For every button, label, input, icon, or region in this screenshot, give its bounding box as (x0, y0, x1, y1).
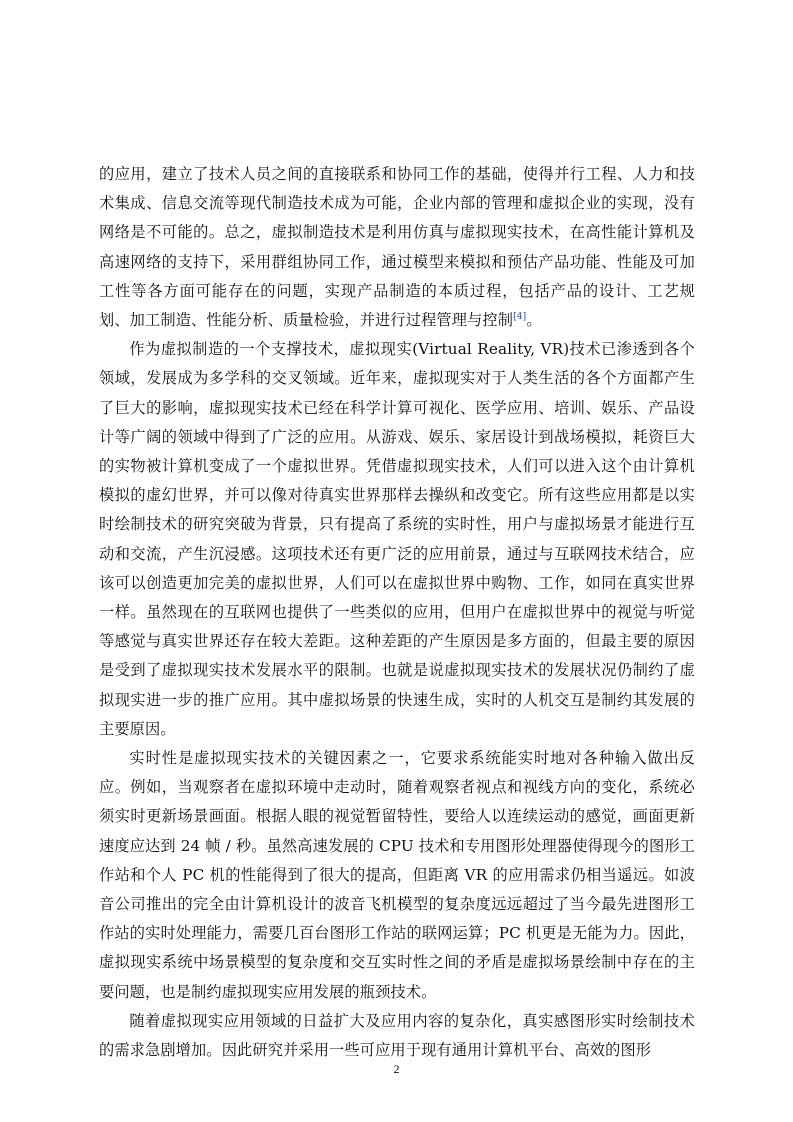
paragraph-realtime: 实时性是虚拟现实技术的关键因素之一，它要求系统能实时地对各种输入做出反应。例如，当观察者在虚拟环境中走动时，随着观察者视点和视线方向的变化，系统必须实时更新场景画面。根据人眼的视觉暂留特性，要给人以连续运动的感觉，画面更新速度应达到 24 帧 / 秒。虽然高速发展的 CPU 技术和专用图形处理器使得现今的图形工作站和个人 PC 机的性能得到了很大的提高，但距离 VR 的应用需求仍相当遥远。如波音公司推出的完全由计算机设计的波音飞机模型的复杂度远远超过了当今最先进图形工作站的实时处理能力，需要几百台图形工作站的联网运算；PC 机更是无能为力。因此，虚拟现实系统中场景模型的复杂度和交互实时性之间的矛盾是虚拟场景绘制中存在的主要问题，也是制约虚拟现实应用发展的瓶颈技术。 (99, 749, 695, 1001)
paragraph-continuation (99, 160, 695, 335)
page-number: 2 (393, 1062, 400, 1076)
citation-ref[interactable]: [4] (513, 311, 527, 322)
page-body (99, 160, 695, 1065)
paragraph-rendering-demand: 随着虚拟现实应用领域的日益扩大及应用内容的复杂化，真实感图形实时绘制技术的需求急剧增加。因此研究并采用一些可应用于现有通用计算机平台、高效的图形 (99, 1011, 695, 1060)
paragraph-tail: 。 (526, 311, 542, 330)
paragraph-text: 的应用，建立了技术人员之间的直接联系和协同工作的基础，使得并行工程、人力和技术集成、信息交流等现代制造技术成为可能，企业内部的管理和虚拟企业的实现，没有网络是不可能的。总之，虚拟制造技术是利用仿真与虚拟现实技术，在高性能计算机及高速网络的支持下，采用群组协同工作，通过模型来模拟和预估产品功能、性能及可加工性等各方面可能存在的问题，实现产品制造的本质过程，包括产品的设计、工艺规划、加工制造、性能分析、质量检验，并进行过程管理与控制 (99, 165, 695, 330)
paragraph-vr-overview: 作为虚拟制造的一个支撑技术，虚拟现实(Virtual Reality, VR)技术已渗透到各个领域，发展成为多学科的交叉领域。近年来，虚拟现实对于人类生活的各个方面都产生了巨大的影响，虚拟现实技术已经在科学计算可视化、医学应用、培训、娱乐、产品设计等广阔的领域中得到了广泛的应用。从游戏、娱乐、家居设计到战场模拟，耗资巨大的实物被计算机变成了一个虚拟世界。凭借虚拟现实技术，人们可以进入这个由计算机模拟的虚幻世界，并可以像对待真实世界那样去操纵和改变它。所有这些应用都是以实时绘制技术的研究突破为背景，只有提高了系统的实时性，用户与虚拟场景才能进行互动和交流，产生沉浸感。这项技术还有更广泛的应用前景，通过与互联网技术结合，应该可以创造更加完美的虚拟世界，人们可以在虚拟世界中购物、工作，如同在真实世界一样。虽然现在的互联网也提供了一些类似的应用，但用户在虚拟世界中的视觉与听觉等感觉与真实世界还存在较大差距。这种差距的产生原因是多方面的，但最主要的原因是受到了虚拟现实技术发展水平的限制。也就是说虚拟现实技术的发展状况仍制约了虚拟现实进一步的推广应用。其中虚拟场景的快速生成，实时的人机交互是制约其发展的主要原因。 (99, 340, 695, 738)
